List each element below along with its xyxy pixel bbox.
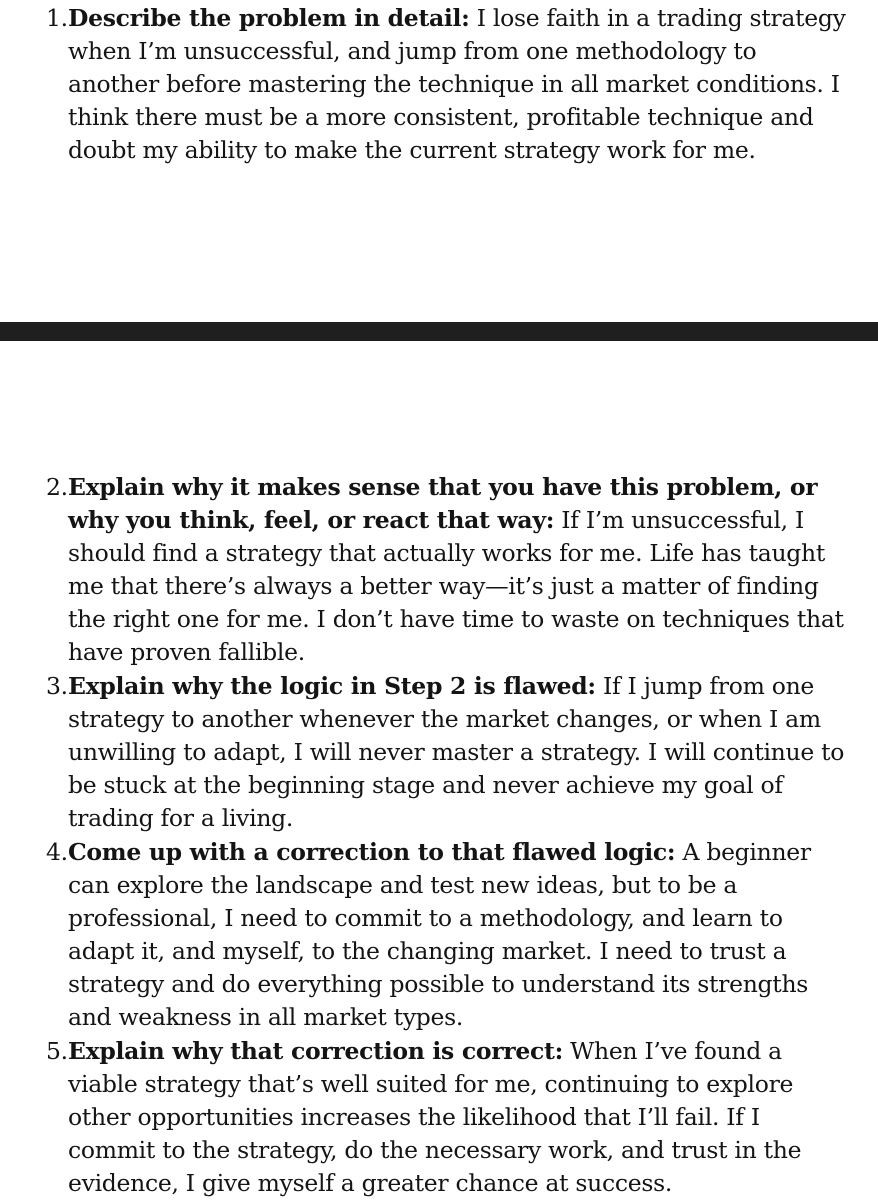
item-text: If I’m unsuccessful, I should find a strategy that actually works for me. Life has taught me that there’s always a better way—it’s just a matter of finding the right one for me. I don’t have time to waste on techniques that have proven fallible. [68,506,844,666]
item-text: When I’ve found a viable strategy that’s well suited for me, continuing to explore other opportunities increases the likelihood that I’ll fail. If I commit to the strategy, do the necessary work, and trust in the evidence, I give myself a greater chance at success. [68,1037,802,1197]
item-heading: Explain why it makes sense that you have this problem, or why you think, feel, or react that way: [68,473,818,534]
item-text: I lose faith in a trading strategy when I’m unsuccessful, and jump from one methodology to another before mastering the technique in all market conditions. I think there must be a more consistent, profitable technique and doubt my ability to make the current strategy work for me. [68,4,846,164]
item-heading: Explain why that correction is correct: [68,1037,563,1065]
item-text: A beginner can explore the landscape and test new ideas, but to be a professional, I need to commit to a methodology, and learn to adapt it, and myself, to the changing market. I need to trust a strategy and do everything possible to understand its strengths and weakness in all market types. [68,838,811,1031]
item-heading: Come up with a correction to that flawed logic: [68,838,676,866]
list-item [0,471,878,669]
item-number: 1. [46,4,68,32]
item-heading: Describe the problem in detail: [68,4,470,32]
item-text: If I jump from one strategy to another whenever the market changes, or when I am unwilling to adapt, I will never master a strategy. I will continue to be stuck at the beginning stage and never achieve my goal of trading for a living. [68,672,845,832]
list-item [0,670,878,835]
list-item [0,1035,878,1200]
item-number: 4. [46,838,68,866]
item-number: 2. [46,473,68,501]
list-item [0,2,878,167]
item-number: 5. [46,1037,68,1065]
divider-bar [0,322,878,341]
list-item [0,836,878,1034]
item-heading: Explain why the logic in Step 2 is flawed: [68,672,596,700]
item-number: 3. [46,672,68,700]
